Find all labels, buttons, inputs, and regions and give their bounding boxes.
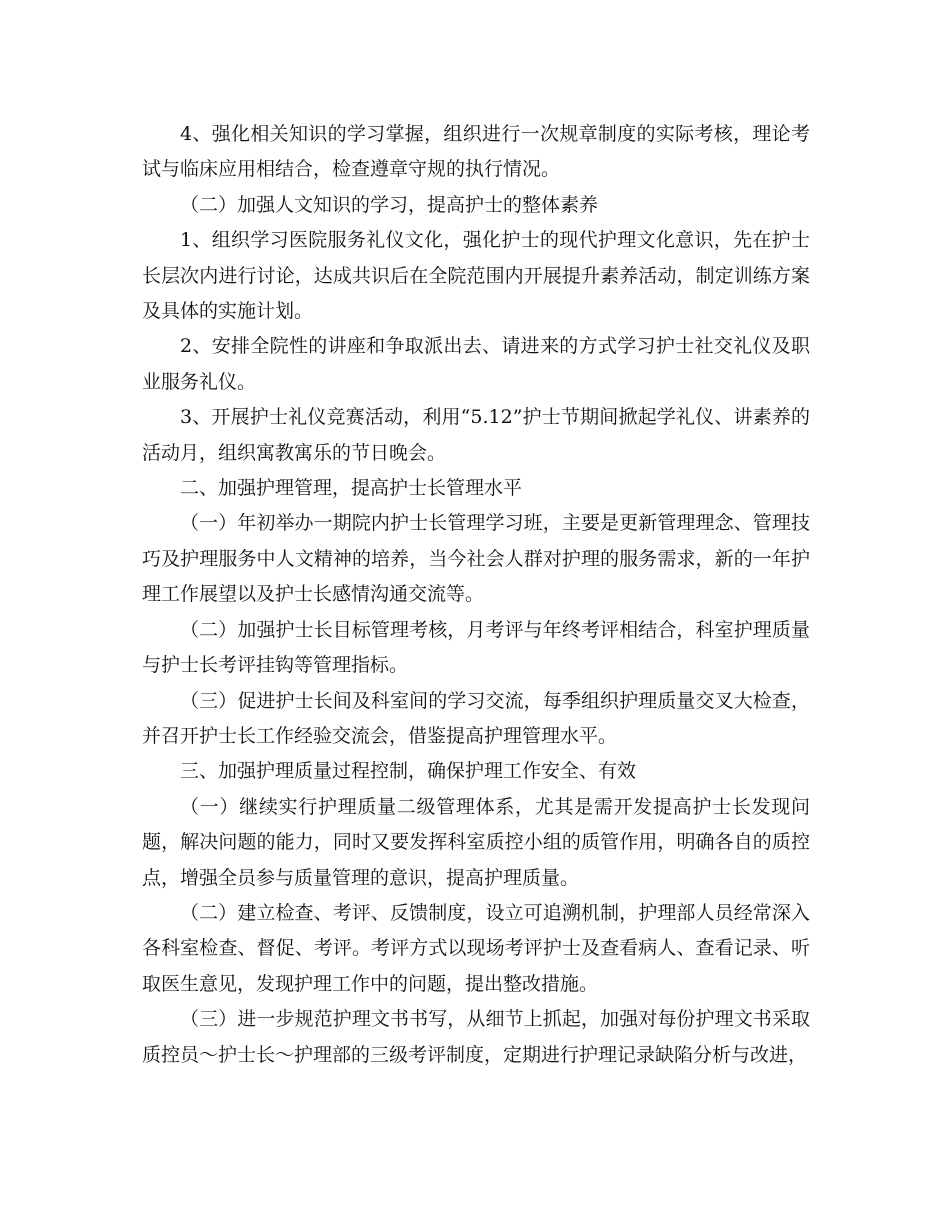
section-heading-quality: 三、加强护理质量过程控制，确保护理工作安全、有效 [180, 760, 637, 783]
paragraph-quality-2: （二）建立检查、考评、反馈制度，设立可追溯机制，护理部人员经常深入各科室检查、督促、考评。考评方式以现场考评护士及查看病人、查看记录、听取医生意见，发现护理工作中的问题，提出整改措施。 [142, 901, 810, 995]
paragraph-item-2: 2、安排全院性的讲座和争取派出去、请进来的方式学习护士社交礼仪及职业服务礼仪。 [142, 335, 810, 393]
section-heading-management: 二、加强护理管理，提高护士长管理水平 [180, 477, 523, 500]
paragraph-management-1: （一）年初举办一期院内护士长管理学习班，主要是更新管理理念、管理技巧及护理服务中人文精神的培养，当今社会人群对护理的服务需求，新的一年护理工作展望以及护士长感情沟通交流等。 [142, 512, 810, 606]
section-heading-humanities: （二）加强人文知识的学习，提高护士的整体素养 [180, 193, 599, 216]
paragraph-item-3: 3、开展护士礼仪竞赛活动，利用“5.12”护士节期间掀起学礼仪、讲素养的活动月，组织寓教寓乐的节日晚会。 [142, 406, 810, 464]
paragraph-item-4: 4、强化相关知识的学习掌握，组织进行一次规章制度的实际考核，理论考试与临床应用相结合，检查遵章守规的执行情况。 [142, 123, 810, 181]
paragraph-management-3: （三）促进护士长间及科室间的学习交流，每季组织护理质量交叉大检查，并召开护士长工作经验交流会，借鉴提高护理管理水平。 [142, 689, 810, 747]
paragraph-management-2: （二）加强护士长目标管理考核，月考评与年终考评相结合，科室护理质量与护士长考评挂钩等管理指标。 [142, 618, 810, 677]
paragraph-quality-3: （三）进一步规范护理文书书写，从细节上抓起，加强对每份护理文书采取质控员～护士长～护理部的三级考评制度，定期进行护理记录缺陷分析与改进， [142, 1008, 810, 1066]
paragraph-quality-1: （一）继续实行护理质量二级管理体系，尤其是需开发提高护士长发现问题，解决问题的能力，同时又要发挥科室质控小组的质管作用，明确各自的质控点，增强全员参与质量管理的意识，提高护理质量。 [142, 795, 810, 889]
document-body [142, 117, 810, 1073]
paragraph-item-1: 1、组织学习医院服务礼仪文化，强化护士的现代护理文化意识，先在护士长层次内进行讨论，达成共识后在全院范围内开展提升素养活动，制定训练方案及具体的实施计划。 [142, 229, 810, 323]
